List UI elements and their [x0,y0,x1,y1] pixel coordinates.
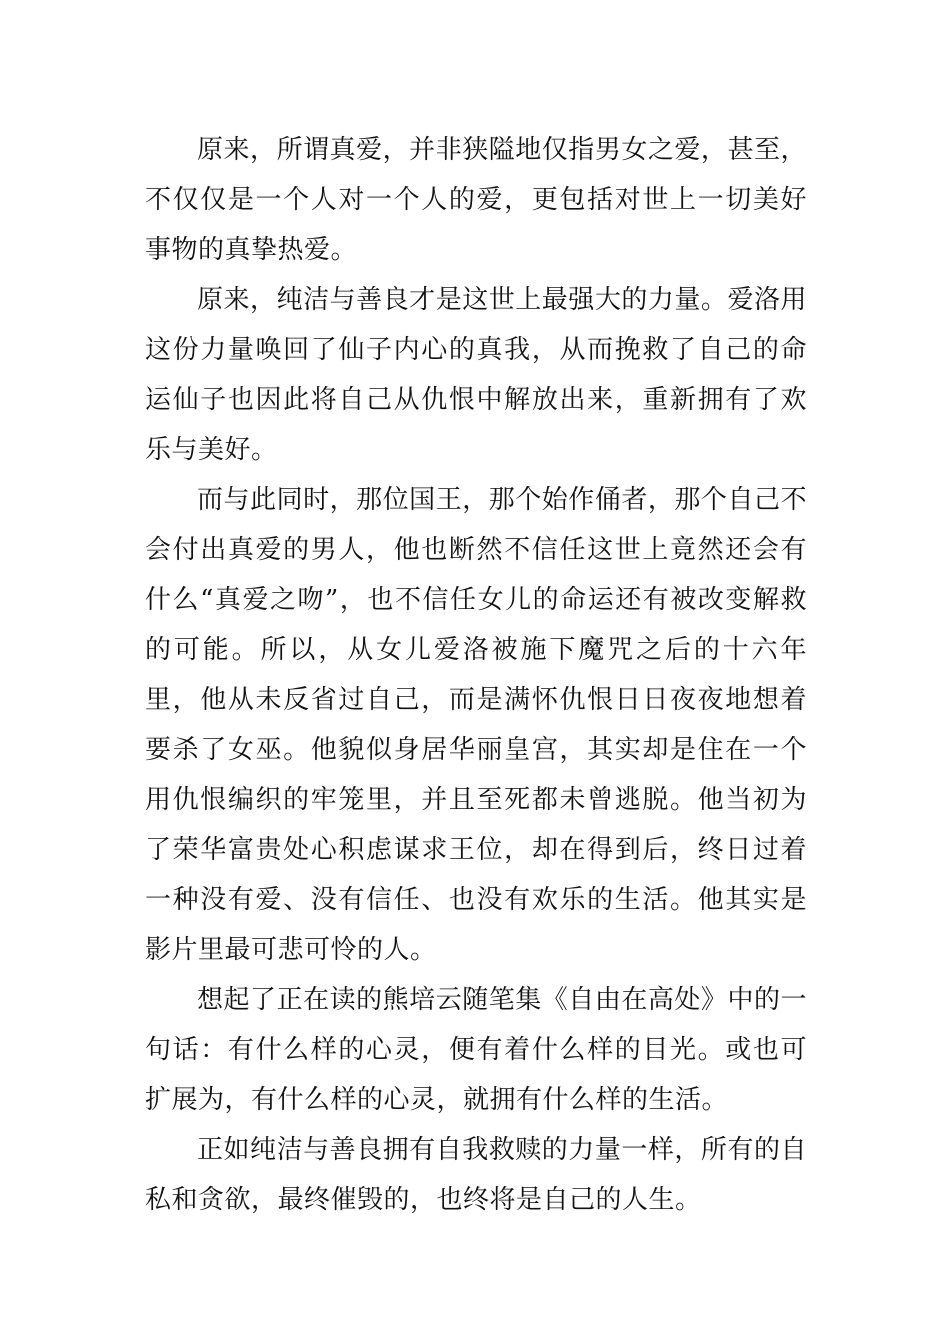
paragraph-true-love: 原来，所谓真爱，并非狭隘地仅指男女之爱，甚至，不仅仅是一个人对一个人的爱，更包括对世上一切美好事物的真挚热爱。 [145,135,807,265]
document-body [145,125,807,1225]
paragraph-quote: 想起了正在读的熊培云随笔集《自由在高处》中的一句话：有什么样的心灵，便有着什么样的目光。或也可扩展为，有什么样的心灵，就拥有什么样的生活。 [145,985,807,1115]
paragraph-conclusion: 正如纯洁与善良拥有自我救赎的力量一样，所有的自私和贪欲，最终催毁的，也终将是自己的人生。 [145,1135,807,1215]
paragraph-purity-kindness: 原来，纯洁与善良才是这世上最强大的力量。爱洛用这份力量唤回了仙子内心的真我，从而挽救了自己的命运仙子也因此将自己从仇恨中解放出来，重新拥有了欢乐与美好。 [145,285,807,465]
paragraph-king: 而与此同时，那位国王，那个始作俑者，那个自己不会付出真爱的男人，他也断然不信任这世上竟然还会有什么“真爱之吻”，也不信任女儿的命运还有被改变解救的可能。所以，从女儿爱洛被施下魔咒之后的十六年里，他从未反省过自己，而是满怀仇恨日日夜夜地想着要杀了女巫。他貌似身居华丽皇宫，其实却是住在一个用仇恨编织的牢笼里，并且至死都未曾逃脱。他当初为了荣华富贵处心积虑谋求王位，却在得到后，终日过着一种没有爱、没有信任、也没有欢乐的生活。他其实是影片里最可悲可怜的人。 [145,485,807,965]
